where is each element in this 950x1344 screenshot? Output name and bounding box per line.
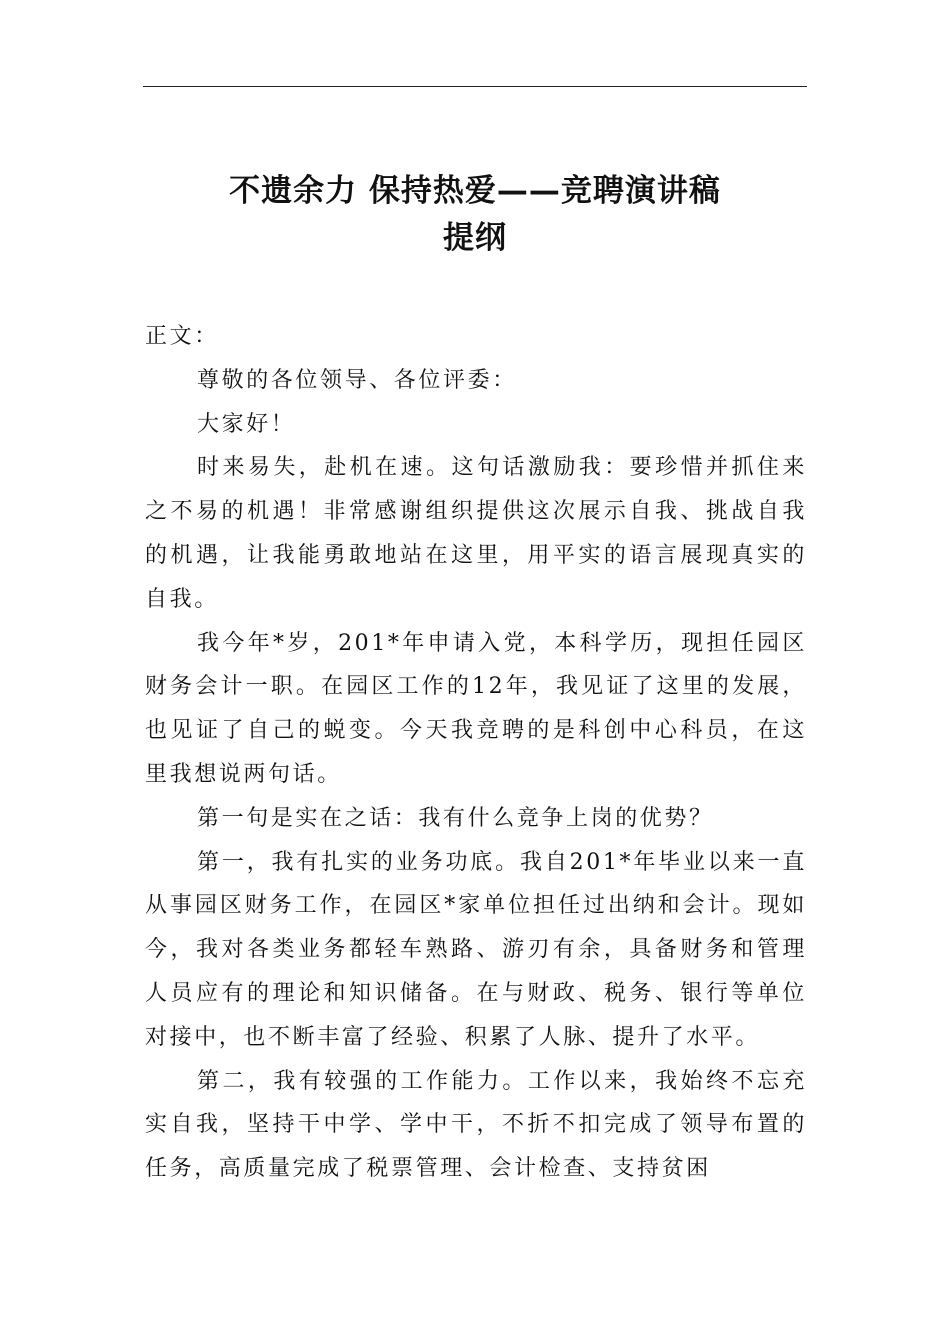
paragraph-background: 我今年*岁，201*年申请入党，本科学历，现担任园区财务会计一职。在园区工作的12年，我见证了这里的发展，也见证了自己的蜕变。今天我竞聘的是科创中心科员，在这里我想说两句话。	[145, 630, 807, 787]
document-title	[143, 168, 807, 262]
document-body	[145, 315, 807, 1191]
paragraph-point-one: 第一，我有扎实的业务功底。我自201*年毕业以来一直从事园区财务工作，在园区*家单位担任过出纳和会计。现如今，我对各类业务都轻车熟路、游刃有余，具备财务和管理人员应有的理论和知识储备。在与财政、税务、银行等单位对接中，也不断丰富了经验、积累了人脉、提升了水平。	[145, 849, 807, 1050]
paragraph-section-heading: 第一句是实在之话：我有什么竞争上岗的优势？	[197, 805, 714, 831]
paragraph-salutation: 尊敬的各位领导、各位评委：	[197, 367, 517, 393]
paragraph-point-two: 第二，我有较强的工作能力。工作以来，我始终不忘充实自我，坚持干中学、学中干，不折不扣完成了领导布置的任务，高质量完成了税票管理、会计检查、支持贫困	[145, 1068, 807, 1182]
title-line-2: 提纲	[443, 220, 507, 256]
title-line-1: 不遗余力 保持热爱——竞聘演讲稿	[229, 173, 721, 209]
header-rule	[143, 86, 807, 87]
paragraph-greeting: 大家好！	[197, 411, 296, 437]
paragraph-intro: 时来易失，赴机在速。这句话激励我：要珍惜并抓住来之不易的机遇！非常感谢组织提供这次展示自我、挑战自我的机遇，让我能勇敢地站在这里，用平实的语言展现真实的自我。	[145, 455, 807, 612]
body-label: 正文：	[145, 324, 219, 349]
